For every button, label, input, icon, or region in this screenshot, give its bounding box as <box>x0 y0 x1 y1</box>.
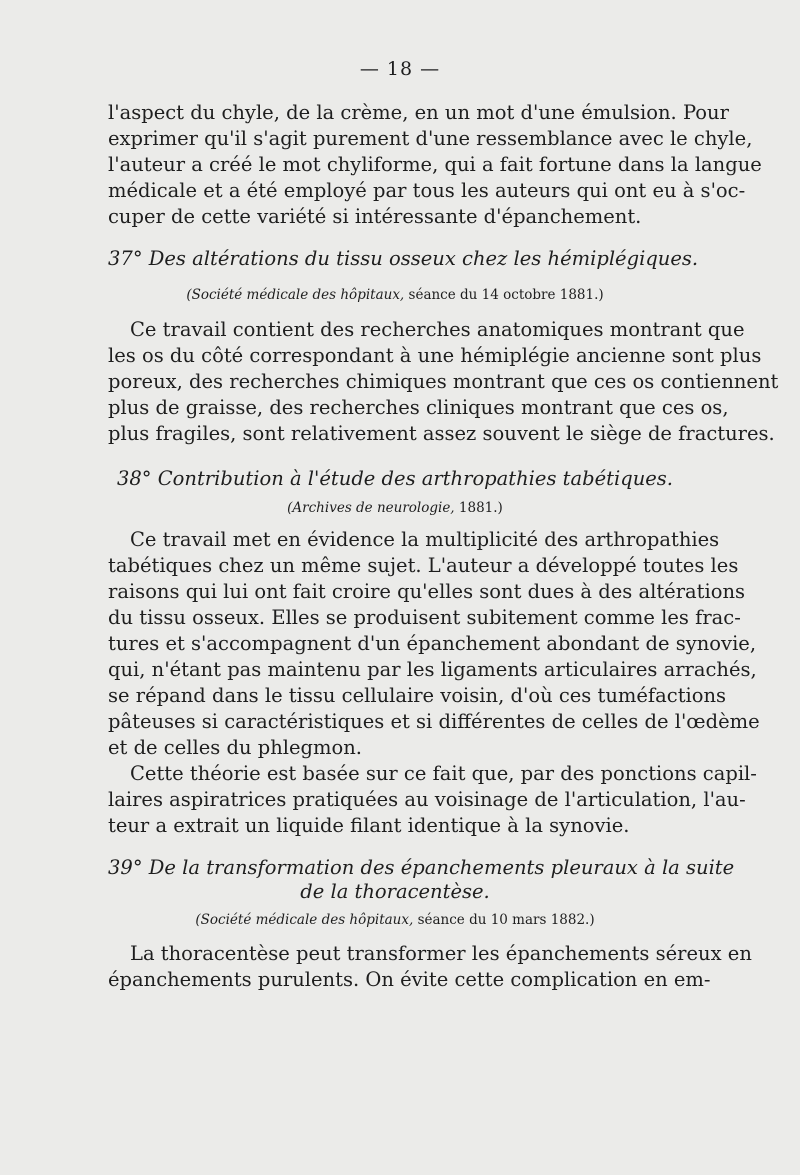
section-37-source: (Société médicale des hôpitaux, séance du 14 octobre 1881.) <box>186 287 604 303</box>
page-number: — 18 — <box>359 58 441 80</box>
text-line: exprimer qu'il s'agit purement d'une ressemblance avec le chyle, <box>108 127 753 150</box>
section-38-paragraph-2 <box>108 761 757 839</box>
section-39-source: (Société médicale des hôpitaux, séance du 10 mars 1882.) <box>195 912 595 928</box>
text-line: plus de graisse, des recherches cliniques montrant que ces os, <box>108 396 729 419</box>
text-line: poreux, des recherches chimiques montrant que ces os contiennent <box>108 370 779 393</box>
section-39-heading-line-2: de la thoracentèse. <box>300 880 490 903</box>
text-line: du tissu osseux. Elles se produisent subitement comme les frac- <box>108 606 741 629</box>
text-line: les os du côté correspondant à une hémiplégie ancienne sont plus <box>108 344 762 367</box>
text-line: pâteuses si caractéristiques et si différentes de celles de l'œdème <box>108 710 760 733</box>
text-line: Ce travail met en évidence la multiplicité des arthropathies <box>130 528 720 551</box>
section-39-paragraph <box>108 941 752 993</box>
text-line: se répand dans le tissu cellulaire voisin, d'où ces tuméfactions <box>108 684 727 707</box>
text-line: qui, n'étant pas maintenu par les ligaments articulaires arrachés, <box>108 658 757 681</box>
section-37-paragraph <box>108 317 779 447</box>
text-line: laires aspiratrices pratiquées au voisinage de l'articulation, l'au- <box>108 788 746 811</box>
text-line: La thoracentèse peut transformer les épanchements séreux en <box>130 942 752 965</box>
text-line: Cette théorie est basée sur ce fait que, par des ponctions capil- <box>130 762 757 785</box>
section-38-heading: 38° Contribution à l'étude des arthropathies tabétiques. <box>116 467 674 490</box>
text-line: l'auteur a créé le mot chyliforme, qui a fait fortune dans la langue <box>108 153 762 176</box>
section-39-heading-line-1: 39° De la transformation des épanchements pleuraux à la suite <box>108 856 735 879</box>
section-38-source: (Archives de neurologie, 1881.) <box>287 500 503 516</box>
text-line: tabétiques chez un même sujet. L'auteur a développé toutes les <box>108 554 739 577</box>
text-line: médicale et a été employé par tous les auteurs qui ont eu à s'oc- <box>108 179 746 202</box>
text-line: cuper de cette variété si intéressante d'épanchement. <box>108 205 642 228</box>
text-line: plus fragiles, sont relativement assez souvent le siège de fractures. <box>108 422 775 445</box>
text-line: raisons qui lui ont fait croire qu'elles sont dues à des altérations <box>108 580 746 603</box>
section-38-paragraph-1 <box>108 527 760 761</box>
text-line: Ce travail contient des recherches anatomiques montrant que <box>130 318 745 341</box>
intro-paragraph <box>108 100 762 230</box>
text-line: tures et s'accompagnent d'un épanchement abondant de synovie, <box>108 632 757 655</box>
text-line: teur a extrait un liquide filant identique à la synovie. <box>108 814 630 837</box>
text-line: et de celles du phlegmon. <box>108 736 363 759</box>
text-line: épanchements purulents. On évite cette complication en em- <box>108 968 711 991</box>
text-line: l'aspect du chyle, de la crème, en un mot d'une émulsion. Pour <box>108 101 729 124</box>
section-37-heading: 37° Des altérations du tissu osseux chez les hémiplégiques. <box>108 247 699 270</box>
